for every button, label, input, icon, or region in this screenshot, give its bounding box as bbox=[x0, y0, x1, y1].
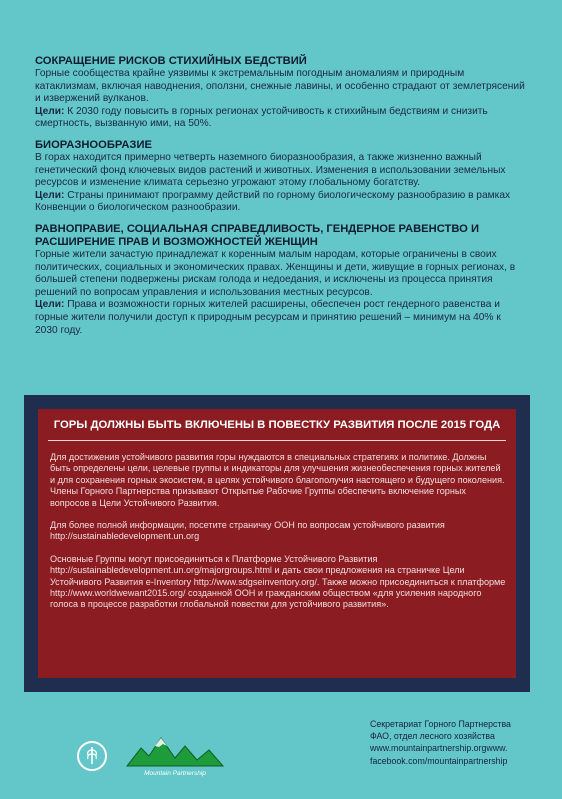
section-title: СОКРАЩЕНИЕ РИСКОВ СТИХИЙНЫХ БЕДСТВИЙ bbox=[35, 55, 307, 67]
section-title: РАВНОПРАВИЕ, СОЦИАЛЬНАЯ СПРАВЕДЛИВОСТЬ, ГЕНДЕРНОЕ РАВЕНСТВО И РАСШИРЕНИЕ ПРАВ И ВОЗМОЖНОСТЕЙ ЖЕНЩИН bbox=[35, 222, 480, 248]
footer-website-link[interactable]: www.mountainpartnership.orgwww. bbox=[370, 743, 508, 754]
fao-logo-icon bbox=[76, 740, 108, 772]
callout-paragraph: Для достижения устойчивого развития горы нуждаются в специальных стратегиях и политике. Должны быть определены цели, целевые группы и индикаторы для улучшения жизнеобеспечения горных жителей и для сохранения горных экосистем, в целях устойчивого благополучия настоящего и будущего поколения. bbox=[50, 452, 505, 485]
goal-label: Цели: bbox=[35, 105, 65, 117]
footer-secretariat: Секретариат Горного Партнерства bbox=[370, 719, 511, 729]
section-goal bbox=[35, 190, 525, 215]
post-2015-callout-frame bbox=[24, 395, 530, 692]
callout-paragraph: Члены Горного Партнерства призывают Открытые Рабочие Группы обеспечить включение горных вопросов в Цели Устойчивого Развития. bbox=[50, 486, 466, 508]
section-title: БИОРАЗНООБРАЗИЕ bbox=[35, 138, 152, 151]
callout-title: ГОРЫ ДОЛЖНЫ БЫТЬ ВКЛЮЧЕНЫ В ПОВЕСТКУ РАЗВИТИЯ ПОСЛЕ 2015 ГОДА bbox=[53, 419, 501, 431]
section-disaster-risk bbox=[35, 55, 525, 131]
section-biodiversity bbox=[35, 139, 525, 215]
goal-label: Цели: bbox=[35, 299, 65, 311]
goal-label: Цели: bbox=[35, 189, 65, 201]
mountain-partnership-caption: Mountain Partnership bbox=[144, 770, 206, 777]
callout-paragraph: Основные Группы могут присоединиться к Платформе Устойчивого Развития http://sustainabledevelopment.un.org/majorgroups.html и дать свои предложения на страничке Цели Устойчивого Развития e-Inventory http://www.sdgseinventory.org/. Также можно присоединиться к платформе http://www.worldwewant2015.org/ созданной ООН и гражданским обществом «для усиления народного голоса в процессе разработки глобальной повестки для устойчивого развития». bbox=[50, 553, 506, 610]
callout-text bbox=[50, 452, 506, 622]
footer-contacts bbox=[370, 718, 540, 767]
goal-text: Права и возможности горных жителей расширены, обеспечен рост гендерного равенства и горные жители получили доступ к природным ресурсам и принятию решений – минимум на 40% к 2030 году. bbox=[35, 299, 501, 336]
footer-fao-department: ФАО, отдел лесного хозяйства bbox=[370, 731, 495, 742]
section-body: В горах находится примерно четверть наземного биоразнообразия, а также жизненно важный генетический фонд ключевых видов растений и животных. Изменения в использовании земельных ресурсов и изменение климата серьезно угрожают этому глобальному богатству. bbox=[35, 151, 506, 189]
callout-divider bbox=[48, 440, 506, 441]
section-body: Горные сообщества крайне уязвимы к экстремальным погодным аномалиям и природным катаклизмам, включая наводнения, оползни, снежные лавины, и особенно страдают от землетрясений и извержений вулканов. bbox=[35, 68, 525, 105]
mountain-partnership-logo-icon bbox=[125, 730, 225, 778]
footer-facebook-link[interactable]: facebook.com/mountainpartnership bbox=[370, 755, 508, 766]
goal-text: Страны принимают программу действий по горному биологическому разнообразию в рамках Конвенции о биологическом разнообразии. bbox=[35, 189, 511, 214]
section-equality bbox=[35, 223, 525, 337]
goals-sections bbox=[35, 55, 525, 345]
post-2015-callout bbox=[38, 409, 516, 678]
section-goal bbox=[35, 299, 525, 337]
callout-paragraph: Для более полной информации, посетите страничку ООН по вопросам устойчивого развития http://sustainabledevelopment.un.org bbox=[50, 520, 445, 542]
logos bbox=[70, 730, 240, 780]
goal-text: К 2030 году повысить в горных регионах устойчивость к стихийным бедствиям и снизить смертность, вызванную ими, на 50%. bbox=[35, 105, 488, 130]
section-goal bbox=[35, 106, 525, 131]
section-body: Горные жители зачастую принадлежат к коренным малым народам, которые ограничены в своих политических, социальных и экономических правах. Женщины и дети, живущие в горных регионах, в большей степени подвержены рискам голода и недоедания, и исключены из процесса принятия решений по вопросам управления и использования местных ресурсов. bbox=[35, 248, 516, 298]
